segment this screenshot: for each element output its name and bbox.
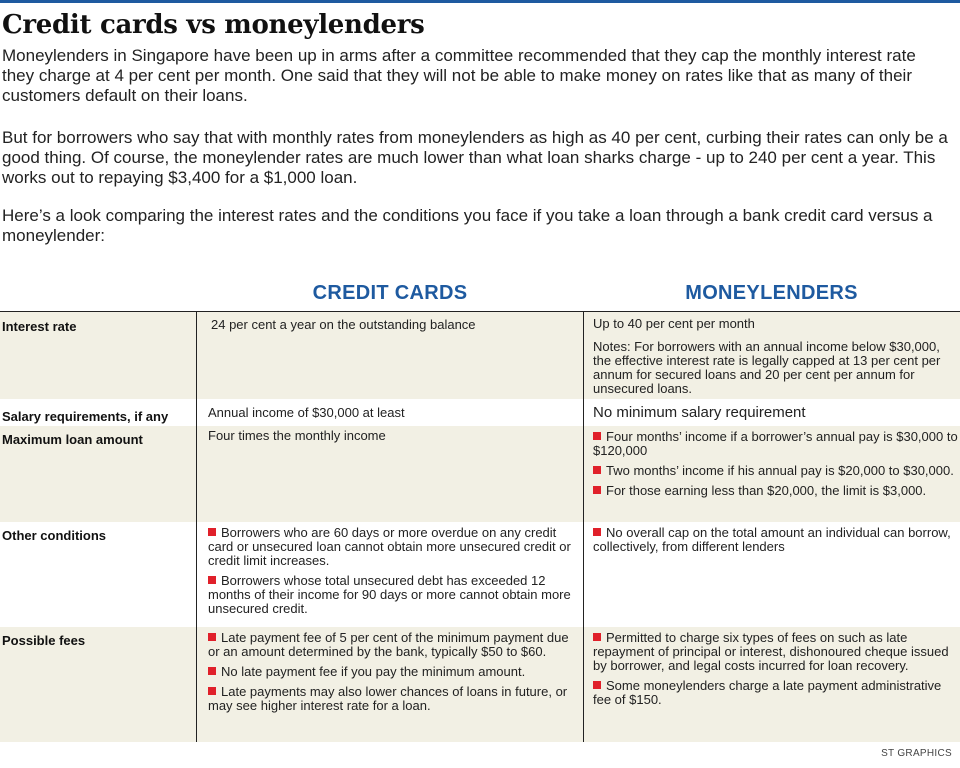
cell-text: Annual income of $30,000 at least <box>208 405 405 420</box>
row-label: Interest rate <box>2 319 77 334</box>
bullet-item: No overall cap on the total amount an individual can borrow, collectively, from different lenders <box>593 526 959 554</box>
table-row-other-conditions <box>0 522 960 627</box>
table-row-max-loan <box>0 426 960 522</box>
column-divider <box>196 312 197 742</box>
intro-paragraph: Here’s a look comparing the interest rates and the conditions you face if you take a loan through a bank credit card versus a moneylender: <box>2 206 933 245</box>
source-credit: ST GRAPHICS <box>881 748 952 759</box>
credit-cards-cell <box>208 406 578 426</box>
comparison-table <box>0 311 960 742</box>
bullet-item: Two months’ income if his annual pay is $20,000 to $30,000. <box>593 464 959 478</box>
top-rule <box>0 0 960 3</box>
credit-cards-cell <box>208 429 578 449</box>
cell-text: Notes: For borrowers with an annual income below $30,000, the effective interest rate is legally capped at 13 per cent per annum for secured loans and 20 per cent per annum for unsecured loans. <box>593 339 941 396</box>
row-label: Salary requirements, if any <box>2 409 169 424</box>
bullet-item: Four months’ income if a borrower’s annual pay is $30,000 to $120,000 <box>593 429 958 458</box>
table-row-salary <box>0 399 960 426</box>
intro-paragraph: But for borrowers who say that with monthly rates from moneylenders as high as 40 per cent, curbing their rates can only be a good thing. Of course, the moneylender rates are much lower than what loan sharks charge - up to 240 per cent a year. This works out to repaying $3,400 for a $1,000 loan. <box>2 128 948 187</box>
bullet-item: Borrowers whose total unsecured debt has exceeded 12 months of their income for 90 days or more cannot obtain more unsecured credit. <box>208 574 578 616</box>
page-title: Credit cards vs moneylenders <box>2 10 425 40</box>
table-row-interest-rate <box>0 312 960 399</box>
bullet-item: Permitted to charge six types of fees on such as late repayment of principal or interest, dishonoured cheque issued by borrower, and legal costs incurred for loan recovery. <box>593 631 959 673</box>
moneylenders-cell <box>593 526 959 560</box>
credit-cards-cell <box>208 631 578 719</box>
bullet-item: Late payment fee of 5 per cent of the minimum payment due or an amount determined by the bank, typically $50 to $60. <box>208 631 578 659</box>
moneylenders-cell <box>593 430 959 504</box>
credit-cards-cell <box>211 318 581 338</box>
bullet-item: Some moneylenders charge a late payment administrative fee of $150. <box>593 679 959 707</box>
column-header-moneylenders: MONEYLENDERS <box>685 282 858 304</box>
cell-text: No minimum salary requirement <box>593 404 806 421</box>
column-header-credit-cards: CREDIT CARDS <box>312 282 468 304</box>
cell-text: Four times the monthly income <box>208 428 386 443</box>
bullet-item: For those earning less than $20,000, the limit is $3,000. <box>593 484 959 498</box>
column-divider <box>583 312 584 742</box>
moneylenders-cell <box>593 631 959 713</box>
row-label: Possible fees <box>2 633 86 648</box>
credit-cards-cell <box>208 526 578 622</box>
cell-text: Up to 40 per cent per month <box>593 316 755 331</box>
row-label: Maximum loan amount <box>2 432 143 447</box>
moneylenders-cell <box>593 317 959 402</box>
row-label: Other conditions <box>2 528 106 543</box>
cell-text: 24 per cent a year on the outstanding balance <box>211 317 476 332</box>
table-row-possible-fees <box>0 627 960 742</box>
intro-paragraph: Moneylenders in Singapore have been up in arms after a committee recommended that they cap the monthly interest rate they charge at 4 per cent per month. One said that they will not be able to make money on rates like that as many of their customers default on their loans. <box>2 46 916 105</box>
bullet-item: Late payments may also lower chances of loans in future, or may see higher interest rate for a loan. <box>208 685 578 713</box>
moneylenders-cell <box>593 406 959 426</box>
bullet-item: Borrowers who are 60 days or more overdue on any credit card or unsecured loan cannot obtain more unsecured credit or credit limit increases. <box>208 526 578 568</box>
bullet-item: No late payment fee if you pay the minimum amount. <box>208 665 578 679</box>
